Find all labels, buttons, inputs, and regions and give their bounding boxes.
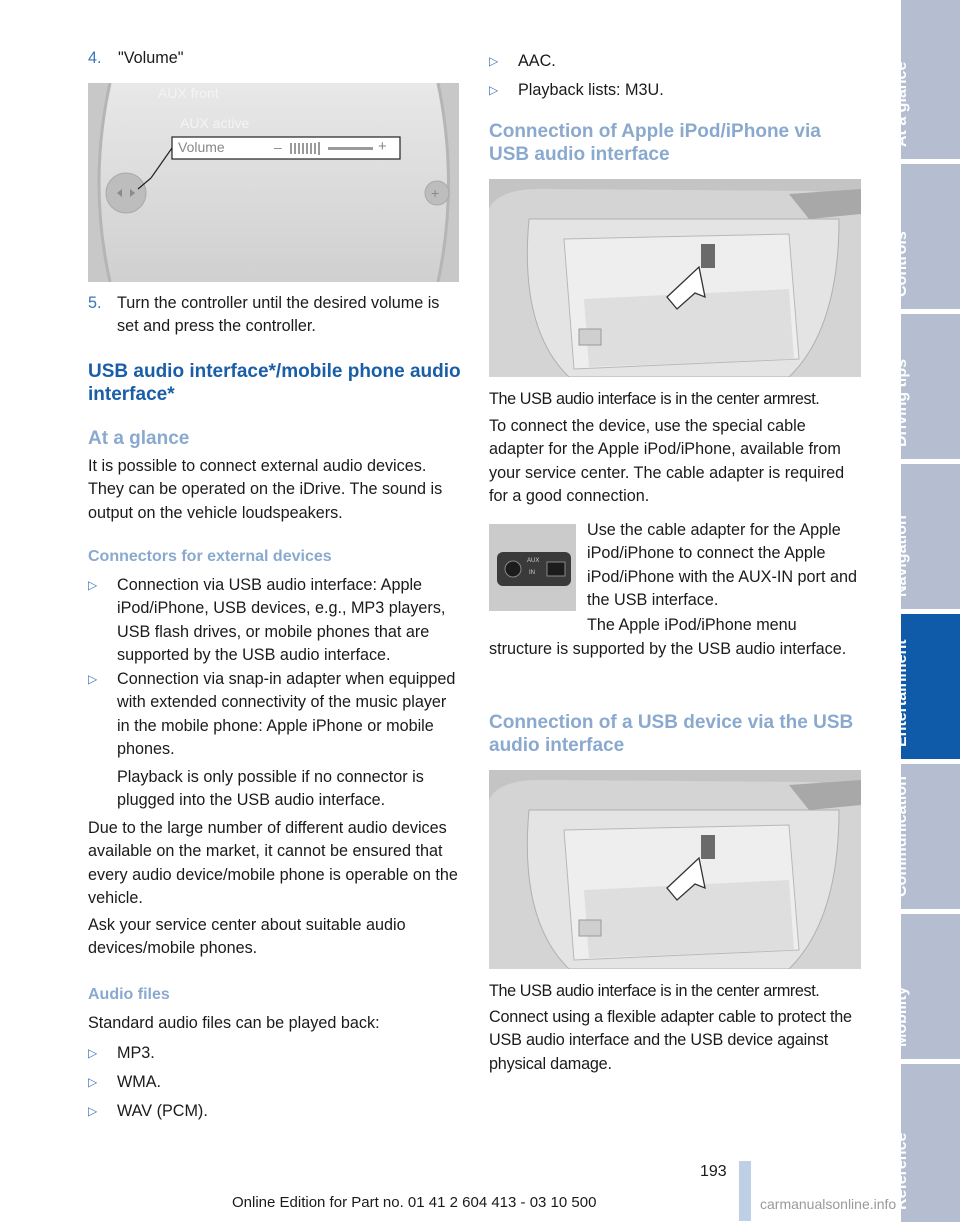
- heading-connectors: Connectors for external devices: [88, 548, 332, 565]
- connector-bullet-1: ▷ Connection via USB audio interface: Apple iPod/iPhone, USB devices, e.g., MP3 players, USB flash drives, or mobile phones that are supported by the USB audio interface.: [88, 576, 446, 665]
- tab-mobility[interactable]: Mobility: [901, 914, 960, 1059]
- glance-paragraph: It is possible to connect external audio devices. They can be operated on the iDrive. The sound is output on the vehicle loudspeakers.: [88, 457, 443, 522]
- screen-status: AUX active: [180, 115, 250, 131]
- paragraph-flexible-adapter: Connect using a flexible adapter cable to protect the USB audio interface and the USB device against physical damage.: [489, 1008, 852, 1073]
- screen-minus-icon: –: [274, 139, 282, 155]
- footer-edition: Online Edition for Part no. 01 41 2 604 413 - 03 10 500: [232, 1194, 597, 1211]
- page-number: 193: [700, 1163, 727, 1180]
- tab-communication[interactable]: Communication: [901, 764, 960, 909]
- in-label: IN: [529, 570, 535, 576]
- armrest-illustration: [489, 770, 861, 969]
- armrest-illustration: [489, 179, 861, 377]
- idrive-screen-illustration: [88, 83, 459, 282]
- idrive-screen-figure: [88, 83, 459, 282]
- tab-navigation[interactable]: Navigation: [901, 464, 960, 609]
- step-5: 5. Turn the controller until the desired volume is set and press the controller.: [88, 294, 440, 336]
- page-number-bar: [739, 1161, 751, 1221]
- heading-usb-device: Connection of a USB device via the USB audio interface: [489, 712, 854, 756]
- chapter-tabs: [893, 0, 960, 1222]
- aux-label: AUX: [527, 558, 540, 564]
- connector-note: Playback is only possible if no connector is plugged into the USB audio interface.: [117, 768, 424, 810]
- aux-in-port-figure: [489, 524, 576, 611]
- paragraph-menu-end: structure is supported by the USB audio interface.: [489, 640, 847, 658]
- aux-usb-port-illustration: [489, 524, 576, 611]
- armrest-figure-1: [489, 179, 861, 377]
- heading-audio-files: Audio files: [88, 986, 170, 1003]
- paragraph-adapter: Use the cable adapter for the Apple iPod/iPhone to connect the Apple iPod/iPhone with the AUX-IN port and the USB interface.: [587, 521, 857, 610]
- files-intro: Standard audio files can be played back:: [88, 1014, 380, 1032]
- screen-title: AUX front: [158, 85, 219, 101]
- screen-volume-field: Volume: [178, 139, 225, 155]
- screen-plus-icon: +: [378, 138, 387, 155]
- tab-driving-tips[interactable]: Driving tips: [901, 314, 960, 459]
- step-4: 4. "Volume": [88, 49, 184, 67]
- paragraph-menu-start: The Apple iPod/iPhone menu: [587, 616, 797, 634]
- tab-entertainment[interactable]: Entertainment: [901, 614, 960, 759]
- caption-armrest-1: The USB audio interface is in the center armrest.: [489, 390, 820, 408]
- caption-armrest-2: The USB audio interface is in the center armrest.: [489, 982, 820, 1000]
- tab-controls[interactable]: Controls: [901, 164, 960, 309]
- paragraph-market: Due to the large number of different audio devices available on the market, it cannot be ensured that every audio device/mobile phone is operable on the vehicle.: [88, 819, 458, 908]
- heading-usb-audio-interface: USB audio interface*/mobile phone audio interface*: [88, 361, 461, 405]
- tab-reference[interactable]: Reference: [901, 1064, 960, 1222]
- heading-at-a-glance: At a glance: [88, 428, 190, 449]
- watermark: carmanualsonline.info: [760, 1196, 897, 1212]
- armrest-figure-2: [489, 770, 861, 969]
- paragraph-connect-device: To connect the device, use the special cable adapter for the Apple iPod/iPhone, available from your service center. The cable adapter is required for a good connection.: [489, 417, 845, 506]
- tab-at-a-glance[interactable]: At a glance: [901, 0, 960, 159]
- heading-apple-connection: Connection of Apple iPod/iPhone via USB audio interface: [489, 121, 821, 165]
- svg-text:+: +: [431, 185, 440, 201]
- paragraph-ask: Ask your service center about suitable audio devices/mobile phones.: [88, 916, 406, 958]
- connector-bullet-2: ▷ Connection via snap-in adapter when equipped with extended connectivity of the music player in the mobile phone: Apple iPhone or mobile phones.: [88, 670, 456, 759]
